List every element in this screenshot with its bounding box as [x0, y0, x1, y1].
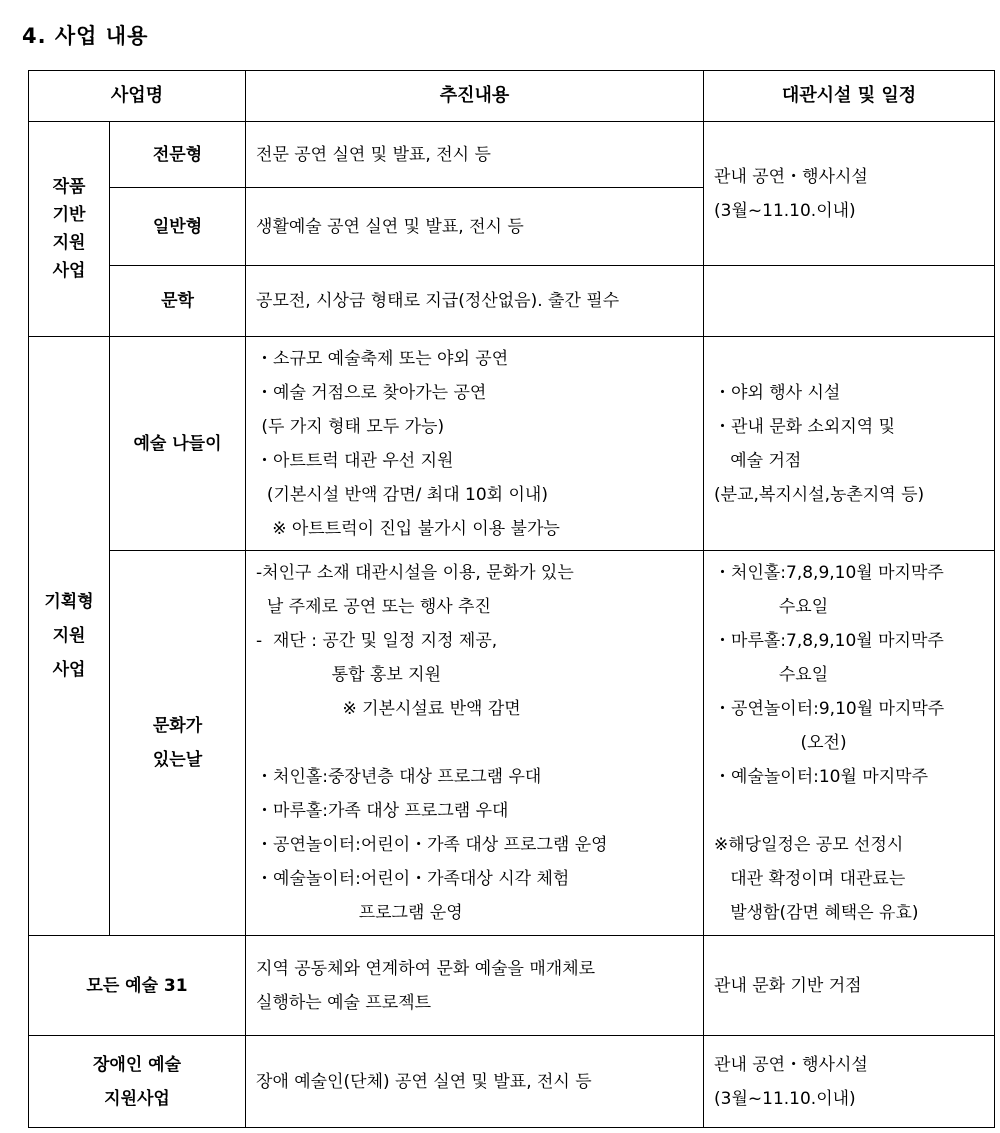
group-label-work-based	[29, 122, 110, 337]
name-line: 장애인 예술	[92, 1054, 182, 1075]
header-content: 추진내용	[246, 71, 704, 122]
schedule-line: 수요일	[714, 597, 829, 617]
table-row	[29, 936, 995, 1036]
content-line: 프로그램 운영	[256, 903, 463, 923]
header-schedule: 대관시설 및 일정	[704, 71, 995, 122]
schedule-line: (3월~11.10.이내)	[714, 1088, 856, 1109]
schedule-line: ・마루홀:7,8,9,10월 마지막주	[714, 631, 944, 651]
table-row	[29, 1036, 995, 1128]
schedule-line: ・예술놀이터:10월 마지막주	[714, 767, 928, 787]
subtype-art-outing: 예술 나들이	[110, 337, 246, 551]
content-line: -처인구 소재 대관시설을 이용, 문화가 있는	[256, 563, 574, 583]
content-line: ※ 기본시설료 반액 감면	[256, 699, 521, 719]
subtype-line: 있는날	[152, 750, 203, 770]
schedule-disabled-art-support	[704, 1036, 995, 1128]
name-all-art-31: 모든 예술 31	[29, 936, 246, 1036]
content-line: ※ 아트트럭이 진입 불가시 이용 불가능	[256, 518, 560, 539]
subtype-general: 일반형	[110, 188, 246, 266]
schedule-culture-day	[704, 551, 995, 936]
group-label-line: 작품	[52, 177, 86, 197]
subtype-literature: 문학	[110, 266, 246, 337]
schedule-line: 발생함(감면 혜택은 유효)	[714, 903, 919, 923]
group-label-line: 사업	[52, 660, 86, 680]
schedule-all-art-31: 관내 문화 기반 거점	[704, 936, 995, 1036]
subtype-professional: 전문형	[110, 122, 246, 188]
content-art-outing	[246, 337, 704, 551]
group-label-line: 지원	[52, 626, 86, 646]
table-row	[29, 266, 995, 337]
content-professional: 전문 공연 실연 및 발표, 전시 등	[246, 122, 704, 188]
table-row	[29, 122, 995, 188]
schedule-line: 관내 공연・행사시설	[714, 166, 868, 187]
content-line: ・공연놀이터:어린이・가족 대상 프로그램 운영	[256, 835, 608, 855]
content-line: ・마루홀:가족 대상 프로그램 우대	[256, 801, 509, 821]
schedule-line: 관내 공연・행사시설	[714, 1054, 868, 1075]
schedule-line: 수요일	[714, 665, 829, 685]
content-line: ・예술 거점으로 찾아가는 공연	[256, 382, 487, 403]
business-content-table	[28, 70, 995, 1128]
schedule-line: (오전)	[714, 733, 847, 753]
content-line: 지역 공동체와 연계하여 문화 예술을 매개체로	[256, 958, 596, 979]
content-general: 생활예술 공연 실연 및 발표, 전시 등	[246, 188, 704, 266]
content-all-art-31	[246, 936, 704, 1036]
group-label-line: 기획형	[44, 592, 94, 612]
content-line: ・아트트럭 대관 우선 지원	[256, 450, 454, 471]
schedule-line: (분교,복지시설,농촌지역 등)	[714, 484, 925, 505]
schedule-line: 예술 거점	[714, 450, 802, 471]
group-label-line: 기반	[52, 205, 86, 225]
schedule-work-based	[704, 122, 995, 266]
table-row	[29, 337, 995, 551]
group-label-line: 사업	[52, 261, 86, 281]
section-heading: 4. 사업 내용	[22, 24, 149, 48]
schedule-line	[714, 794, 990, 828]
content-line: (두 가지 형태 모두 가능)	[256, 416, 445, 437]
content-culture-day	[246, 551, 704, 936]
group-label-line: 지원	[52, 233, 86, 253]
schedule-line: ・관내 문화 소외지역 및	[714, 416, 896, 437]
content-line: ・예술놀이터:어린이・가족대상 시각 체험	[256, 869, 570, 889]
content-line: 실행하는 예술 프로젝트	[256, 992, 432, 1013]
content-line: ・처인홀:중장년층 대상 프로그램 우대	[256, 767, 542, 787]
schedule-literature	[704, 266, 995, 337]
schedule-line: 대관 확정이며 대관료는	[714, 869, 906, 889]
content-literature: 공모전, 시상금 형태로 지급(정산없음). 출간 필수	[246, 266, 704, 337]
content-line: ・소규모 예술축제 또는 야외 공연	[256, 348, 509, 369]
subtype-line: 문화가	[152, 716, 203, 736]
schedule-art-outing	[704, 337, 995, 551]
content-line: 통합 홍보 지원	[256, 665, 442, 685]
content-line	[256, 726, 699, 760]
name-line: 지원사업	[104, 1088, 170, 1109]
schedule-line: ・공연놀이터:9,10월 마지막주	[714, 699, 945, 719]
content-line: 날 주제로 공연 또는 행사 추진	[256, 597, 491, 617]
header-row	[29, 71, 995, 122]
schedule-line: ・처인홀:7,8,9,10월 마지막주	[714, 563, 944, 583]
subtype-culture-day	[110, 551, 246, 936]
schedule-line: ・야외 행사 시설	[714, 382, 841, 403]
schedule-line: ※해당일정은 공모 선정시	[714, 835, 904, 855]
content-line: - 재단 : 공간 및 일정 지정 제공,	[256, 631, 498, 651]
table-row	[29, 551, 995, 936]
group-label-planning	[29, 337, 110, 936]
content-line: (기본시설 반액 감면/ 최대 10회 이내)	[256, 484, 548, 505]
header-business-name: 사업명	[29, 71, 246, 122]
name-disabled-art-support	[29, 1036, 246, 1128]
schedule-line: (3월~11.10.이내)	[714, 200, 856, 221]
content-disabled-art-support: 장애 예술인(단체) 공연 실연 및 발표, 전시 등	[246, 1036, 704, 1128]
